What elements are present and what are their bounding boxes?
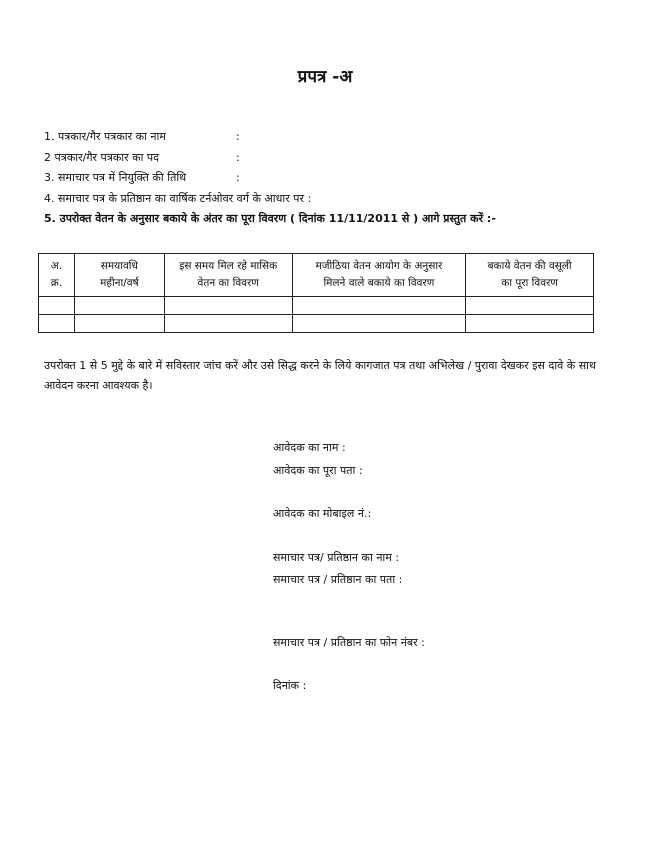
field-applicant-mobile[interactable]: आवेदक का मोबाइल नं.: — [273, 507, 372, 520]
table-row — [39, 297, 594, 315]
field-newspaper-address[interactable]: समाचार पत्र / प्रतिष्ठान का पता : — [273, 573, 403, 586]
field-newspaper-name[interactable]: समाचार पत्र/ प्रतिष्ठान का नाम : — [273, 551, 400, 564]
header-line: इस समय मिल रहे मासिक — [179, 260, 278, 272]
header-line: अ. — [50, 260, 63, 272]
field-applicant-name[interactable]: आवेदक का नाम : — [273, 441, 346, 454]
header-line: का पूरा विवरण — [501, 277, 558, 289]
item-colon: : — [236, 171, 240, 184]
item-arrears-detail — [44, 209, 496, 230]
table-cell[interactable] — [74, 297, 164, 315]
item-label: 1. पत्रकार/गैर पत्रकार का नाम — [44, 130, 166, 143]
field-newspaper-phone[interactable]: समाचार पत्र / प्रतिष्ठान का फोन नंबर : — [273, 636, 425, 649]
table-cell[interactable] — [39, 297, 75, 315]
item-label: 5. उपरोक्त वेतन के अनुसार बकाये के अंतर का पूरा विवरण ( दिनांक 11/11/2011 से ) आगे प्रस्तुत करें :- — [44, 212, 496, 225]
instruction-paragraph: उपरोक्त 1 से 5 मुद्दे के बारे में सविस्तार जांच करें और उसे सिद्ध करने के लिये कागजात पत्र तथा अभिलेख / पुरावा देखकर इस दावे के साथ आवेदन करना आवश्यक है। — [44, 359, 597, 392]
item-colon: : — [236, 130, 240, 143]
table-cell[interactable] — [466, 315, 594, 333]
table-header-row — [39, 254, 594, 297]
header-line: बकाये वेतन की वसूली — [487, 260, 572, 272]
table-row — [39, 315, 594, 333]
header-line: मजीठिया वेतन आयोग के अनुसार — [315, 260, 443, 272]
header-line: क्र. — [50, 277, 63, 289]
header-period — [74, 254, 164, 297]
header-line: महीना/वर्ष — [100, 277, 139, 289]
header-majithia-arrears — [292, 254, 466, 297]
table-cell[interactable] — [292, 315, 466, 333]
header-line: समयावधि — [100, 260, 138, 272]
item-appointment-date — [44, 168, 496, 189]
item-turnover-class — [44, 189, 496, 210]
header-line: मिलने वाले बकाये का विवरण — [323, 277, 435, 289]
item-journalist-post — [44, 148, 496, 169]
header-line: वेतन का विवरण — [197, 277, 259, 289]
item-colon: : — [236, 150, 240, 164]
table-cell[interactable] — [292, 297, 466, 315]
field-date[interactable]: दिनांक : — [273, 679, 307, 692]
item-label: 3. समाचार पत्र में नियुक्ति की तिथि — [44, 171, 187, 184]
table-cell[interactable] — [74, 315, 164, 333]
item-label: 2 पत्रकार/गैर पत्रकार का पद — [44, 150, 160, 164]
field-applicant-address[interactable]: आवेदक का पूरा पता : — [273, 464, 363, 477]
table-cell[interactable] — [164, 315, 292, 333]
item-label: 4. समाचार पत्र के प्रतिष्ठान का वार्षिक टर्नओवर वर्ग के आधार पर : — [44, 191, 312, 205]
header-current-salary — [164, 254, 292, 297]
item-journalist-name — [44, 127, 496, 148]
table-cell[interactable] — [164, 297, 292, 315]
arrears-table — [38, 253, 594, 333]
header-recovery — [466, 254, 594, 297]
table-cell[interactable] — [39, 315, 75, 333]
form-title: प्रपत्र -अ — [297, 67, 353, 87]
header-serial — [39, 254, 75, 297]
table-cell[interactable] — [466, 297, 594, 315]
form-items — [44, 127, 496, 230]
